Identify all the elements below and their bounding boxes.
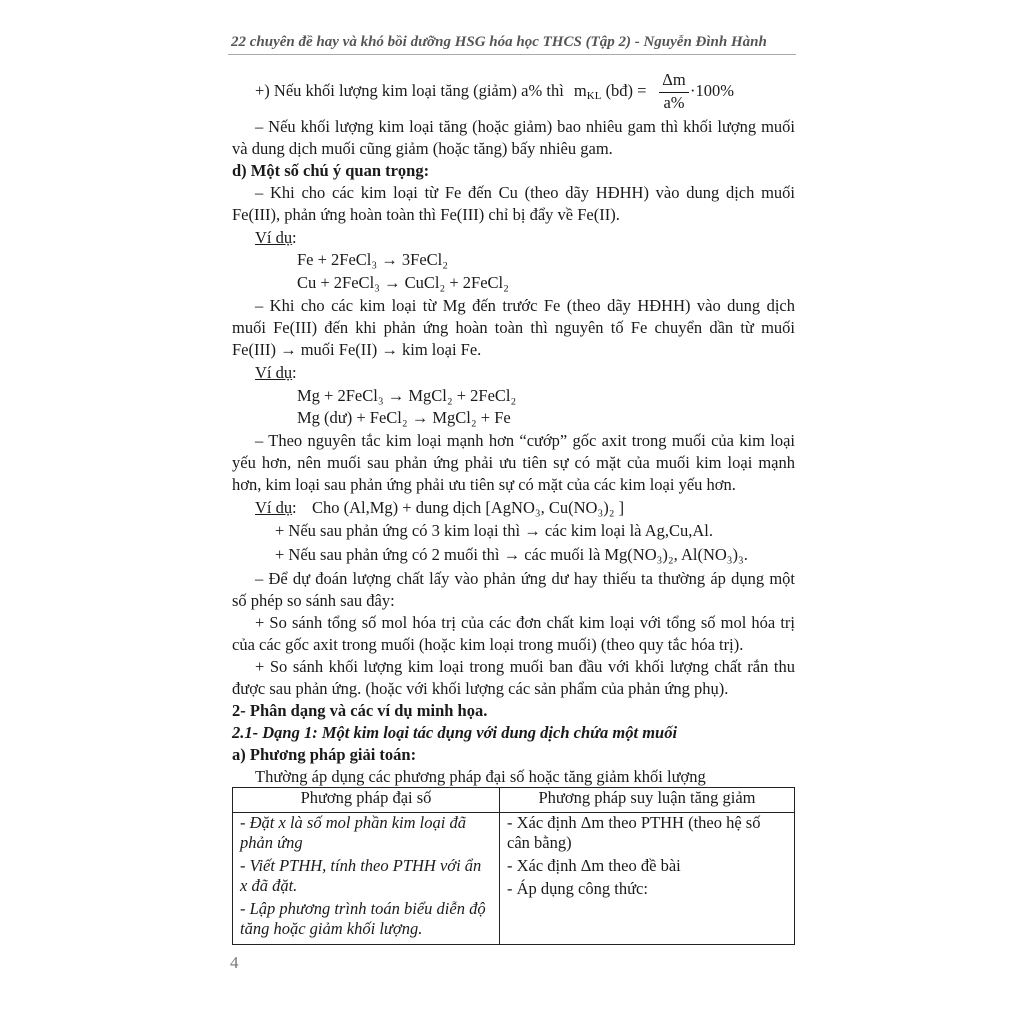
paragraph-line: được sau phản ứng. (hoặc với khối lượng các sản phẩm của phản ứng phụ). <box>232 679 729 698</box>
formula-m-sub: KL <box>586 90 602 102</box>
paragraph-line: – Theo nguyên tắc kim loại mạnh hơn “cướp” gốc axit trong muối của kim loại <box>255 431 795 450</box>
case-2: + Nếu sau phản ứng có 2 muối thì → các muối là Mg(NO₃)₂, Al(NO₃)₃. <box>275 545 748 564</box>
formula-suffix: (bđ) = <box>605 81 647 100</box>
formula-after: ·100% <box>690 81 734 100</box>
paragraph-line: số phép so sánh sau đây: <box>232 591 395 610</box>
example-3-text: Cho (Al,Mg) + dung dịch [AgNO₃, Cu(NO₃)₂ ] <box>312 498 625 517</box>
table-row <box>233 813 795 945</box>
list-item: - Xác định Δm theo PTHH (theo hệ số cân bằng) <box>507 813 761 852</box>
algebra-method-cell <box>233 813 500 945</box>
formula-fraction <box>659 70 689 114</box>
formula-denominator: a% <box>663 93 685 112</box>
section-heading-2: 2- Phân dạng và các ví dụ minh họa. <box>232 701 488 720</box>
formula-line <box>255 81 646 101</box>
running-header: 22 chuyên đề hay và khó bồi dưỡng HSG hóa học THCS (Tập 2) - Nguyễn Đình Hành <box>231 34 767 50</box>
equation-4: Mg (dư) + FeCl₂ → MgCl₂ + Fe <box>297 408 511 427</box>
page-number: 4 <box>230 953 239 972</box>
table-header-row <box>233 788 795 813</box>
inference-method-cell <box>500 813 795 945</box>
list-item: - Đặt x là số mol phần kim loại đã phản ứng <box>240 813 466 852</box>
formula-prefix: +) Nếu khối lượng kim loại tăng (giảm) a% thì <box>255 81 564 100</box>
equation-3: Mg + 2FeCl₃ → MgCl₂ + 2FeCl₂ <box>297 386 517 405</box>
equation-1: Fe + 2FeCl₃ → 3FeCl₂ <box>297 250 448 269</box>
methods-table <box>232 787 795 945</box>
section-heading-2-1: 2.1- Dạng 1: Một kim loại tác dụng với dung dịch chứa một muối <box>232 723 678 742</box>
example-colon: : <box>292 228 297 247</box>
example-label: Ví dụ <box>255 363 293 382</box>
paragraph-line: Fe(III) → muối Fe(II) → kim loại Fe. <box>232 340 482 359</box>
paragraph-line: – Nếu khối lượng kim loại tăng (hoặc giảm) bao nhiêu gam thì khối lượng muối <box>255 117 795 136</box>
paragraph-line: yếu hơn, nên muối sau phản ứng phải ưu tiên sự có mặt của muối kim loại mạnh <box>232 453 795 472</box>
formula-m: m <box>573 81 587 100</box>
paragraph-line: muối Fe(III) đến khi phản ứng hoàn toàn thì nguyên tố Fe chuyển dần từ muối <box>232 318 795 337</box>
paragraph-line: – Để dự đoán lượng chất lấy vào phản ứng dư hay thiếu ta thường áp dụng một <box>255 569 795 588</box>
paragraph-line: hơn, kim loại sau phản ứng phải ưu tiên sự có mặt của các kim loại yếu hơn. <box>232 475 736 494</box>
example-colon: : <box>292 498 297 517</box>
paragraph-line: của các gốc axit trong muối (hoặc kim loại trong muối) (theo quy tắc hóa trị). <box>232 635 744 654</box>
paragraph-line: và dung dịch muối cũng giảm (hoặc tăng) bấy nhiêu gam. <box>232 139 613 158</box>
example-colon: : <box>292 363 297 382</box>
list-item: - Viết PTHH, tính theo PTHH với ẩn x đã đặt. <box>240 856 482 895</box>
table-intro: Thường áp dụng các phương pháp đại số hoặc tăng giảm khối lượng <box>255 767 706 786</box>
header-divider <box>228 54 796 55</box>
paragraph-line: – Khi cho các kim loại từ Mg đến trước Fe (theo dãy HĐHH) vào dung dịch <box>255 296 795 315</box>
paragraph-line: + So sánh khối lượng kim loại trong muối ban đầu với khối lượng chất rắn thu <box>255 657 795 676</box>
formula-numerator: Δm <box>662 70 686 89</box>
table-header-algebra: Phương pháp đại số <box>233 788 500 813</box>
example-label: Ví dụ <box>255 228 293 247</box>
list-item: - Lập phương trình toán biểu diễn độ tăng hoặc giảm khối lượng. <box>240 899 486 938</box>
list-item: - Xác định Δm theo đề bài <box>507 856 681 875</box>
case-1: + Nếu sau phản ứng có 3 kim loại thì → các kim loại là Ag,Cu,Al. <box>275 521 714 540</box>
paragraph-line: Fe(III), phản ứng hoàn toàn thì Fe(III) chỉ bị đẩy về Fe(II). <box>232 205 620 224</box>
equation-2: Cu + 2FeCl₃ → CuCl₂ + 2FeCl₂ <box>297 273 509 292</box>
paragraph-line: + So sánh tổng số mol hóa trị của các đơn chất kim loại với tổng số mol hóa trị <box>255 613 795 632</box>
section-heading-a: a) Phương pháp giải toán: <box>232 745 417 764</box>
table-header-inference: Phương pháp suy luận tăng giảm <box>500 788 795 813</box>
list-item: - Áp dụng công thức: <box>507 879 648 898</box>
paragraph-line: – Khi cho các kim loại từ Fe đến Cu (theo dãy HĐHH) vào dung dịch muối <box>255 183 795 202</box>
example-label: Ví dụ <box>255 498 293 517</box>
section-heading-d: d) Một số chú ý quan trọng: <box>232 161 430 180</box>
